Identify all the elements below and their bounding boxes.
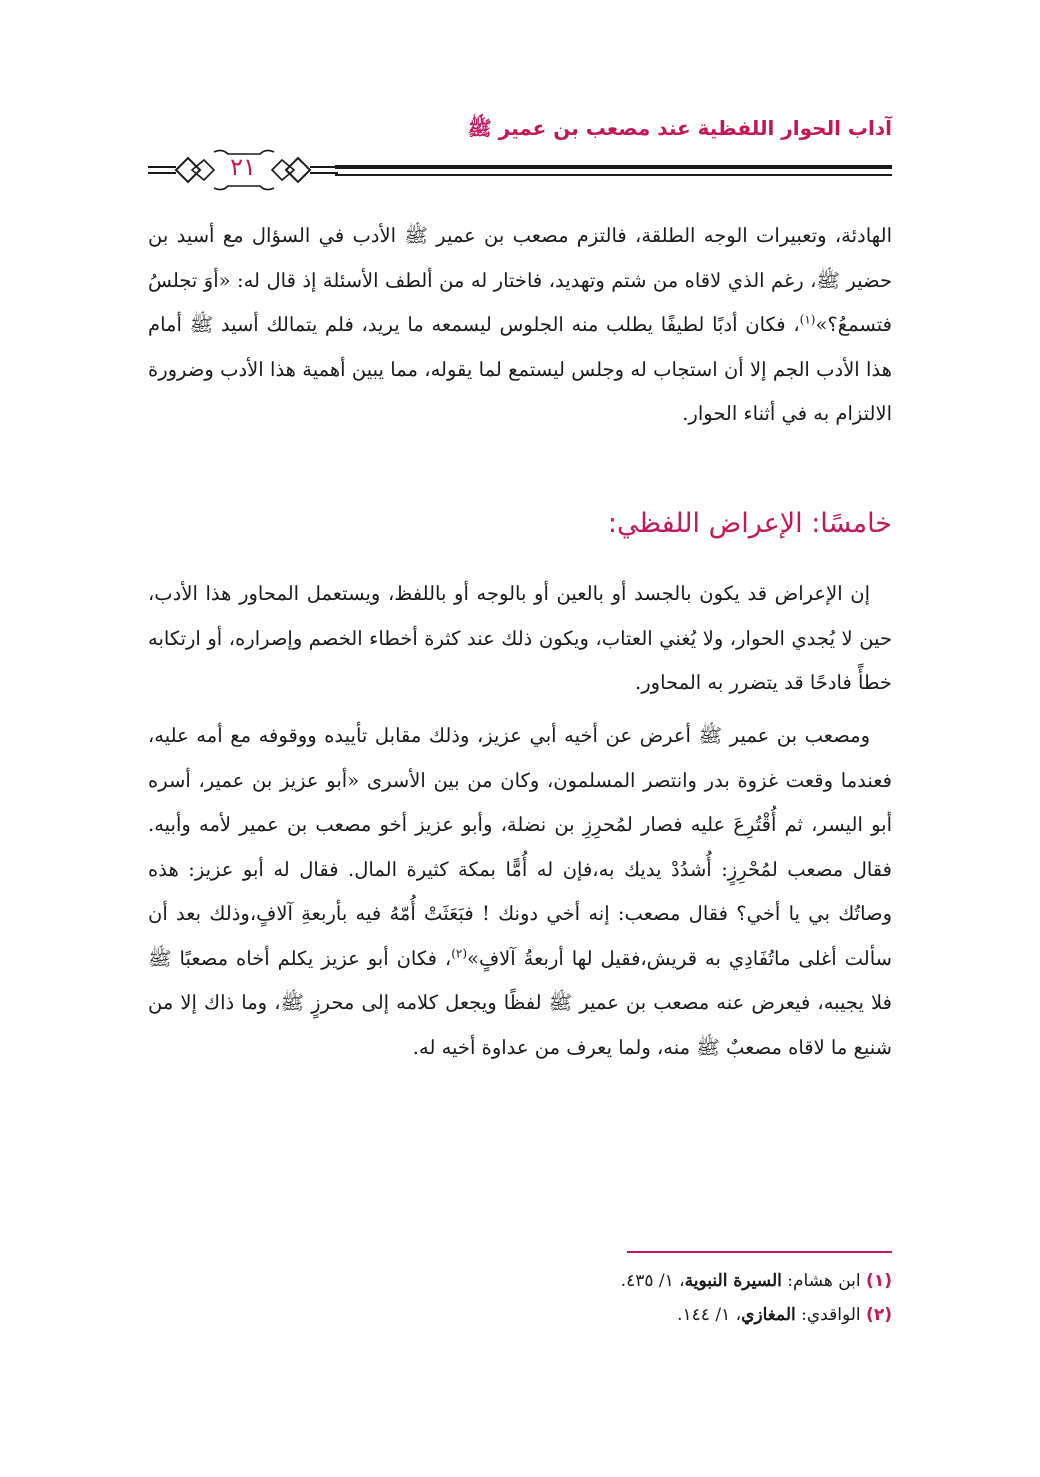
footnote-title: المغازي (741, 1305, 796, 1325)
footnote-ref-2[interactable]: (٢) (451, 946, 468, 960)
paragraph-1-text: الهادئة، وتعبيرات الوجه الطلقة، فالتزم مصعب بن عمير ﷺ الأدب في السؤال مع أسيد بن حضير ﷺ، رغم الذي لاقاه من شتم وتهديد، فاختار له من ألطف الأسئلة إذ قال له: «أوَ تجلسُ فتسمعُ؟» (148, 224, 892, 336)
footnote-title: السيرة النبوية (684, 1271, 782, 1291)
paragraph-3 (148, 714, 892, 1070)
footnote-number: (١) (866, 1271, 892, 1291)
paragraph-1-block (148, 214, 892, 437)
footnote-author: الواقدي: (801, 1305, 861, 1325)
footnote-location: ، ١/ ٤٣٥. (620, 1271, 685, 1291)
page-number: ٢١ (230, 153, 256, 181)
running-title: آداب الحوار اللفظية عند مصعب بن عمير ﷺ (467, 116, 892, 140)
footnote-author: ابن هشام: (787, 1271, 861, 1291)
paragraph-2-block (148, 572, 892, 706)
paragraph-1 (148, 214, 892, 437)
paragraph-2: إن الإعراض قد يكون بالجسد أو بالعين أو بالوجه أو باللفظ، ويستعمل المحاور هذا الأدب، حين لا يُجدي الحوار، ولا يُغني العتاب، ويكون ذلك عند كثرة أخطاء الخصم وإصراره، أو ارتكابه خطأً فادحًا قد يتضرر به المحاور. (148, 582, 892, 694)
header-rule-thin (335, 174, 892, 176)
footnote-2 (148, 1298, 892, 1332)
paragraph-1-tail: ، فكان أدبًا لطيفًا يطلب منه الجلوس ليسمعه ما يريد، فلم يتمالك أسيد ﷺ أمام هذا الأدب الجم إلا أن استجاب له وجلس ليستمع لما يقوله، مما يبين أهمية هذا الأدب وضرورة الالتزام به في أثناء الحوار. (148, 313, 892, 425)
footnote-location: ، ١/ ١٤٤. (677, 1305, 742, 1325)
paragraph-3-block (148, 714, 892, 1070)
footnote-ref-1[interactable]: (١) (799, 312, 816, 327)
paragraph-3-text: ومصعب بن عمير ﷺ أعرض عن أخيه أبي عزيز، وذلك مقابل تأييده ووقوفه مع أمه عليه، فعندما وقعت غزوة بدر وانتصر المسلمون، وكان من بين الأسرى «أبو عزيز بن عمير، أسره أبو اليسر، ثم أُقْتُرِعَ عليه فصار لمُحرِزِ بن نضلة، وأبو عزيز أخو مصعب بن عمير لأمه وأبيه. فقال مصعب لمُحْرِزٍ: أُشدُدْ يديك به،فإن له أُمًّا بمكة كثيرة المال. فقال له أبو عزيز: هذه وصاتُك بي يا أخي؟ فقال مصعب: إنه أخي دونك ! فبَعَثَتْ أُمّهُ فيه بأربعةِ آلافٍ،وذلك بعد أن سألت أغلى ماتُفَادِي به قريش،فقيل لها أربعةُ آلافٍ» (148, 724, 892, 970)
footnote-number: (٢) (866, 1305, 892, 1325)
footnotes (148, 1264, 892, 1332)
section-heading: خامسًا: الإعراض اللفظي: (607, 508, 892, 539)
page-header (148, 108, 892, 188)
paragraph-3-tail: ، فكان أبو عزيز يكلم أخاه مصعبًا ﷺ فلا يجيبه، فيعرض عنه مصعب بن عمير ﷺ لفظًا ويجعل كلامه إلى محرزٍ ﷺ، وما ذاك إلا من شنيع ما لاقاه مصعبٌ ﷺ منه، ولما يعرف من عداوة أخيه له. (148, 946, 892, 1059)
header-rule-thick (335, 165, 892, 169)
footnote-divider (627, 1251, 892, 1253)
footnote-1 (148, 1264, 892, 1298)
